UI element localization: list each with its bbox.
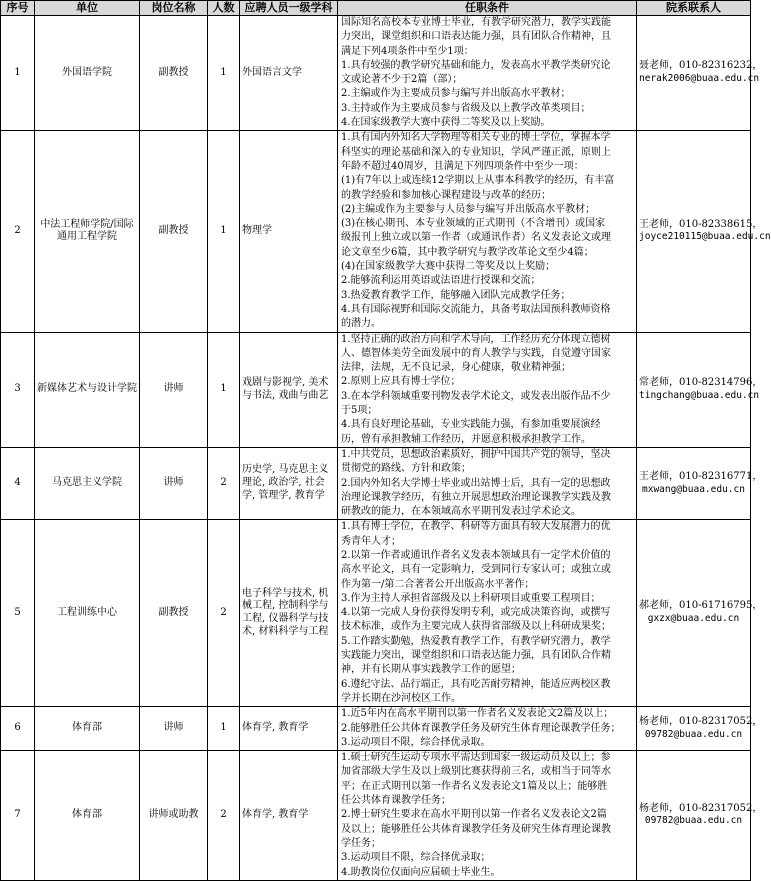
cell-unit: 工程训练中心 [35,520,140,707]
requirement-line: 及以上；能够胜任公共体育课教学任务及研究生体育理论课教 [341,823,611,835]
requirement-line: 3.作为主持人承担省部级及以上科研项目或重要工程项目； [341,592,601,604]
contact-name: 王老师，010-82338615， [639,218,763,230]
cell-discipline: 电子科学与技术, 机械工程, 控制科学与工程, 仪器科学与技术, 材料科学与工程 [240,520,338,707]
header-contact: 院系联系人 [637,1,751,16]
requirement-line: 年龄不超过40周岁，且满足下列四项条件中至少一项： [341,160,584,172]
requirement-line: 的教学经验和参加核心课程建设与改革的经历； [341,189,551,201]
table-row [1,520,751,707]
requirement-line: 4.在国家级教学大赛中获得二等奖及以上奖励。 [341,117,551,129]
cell-discipline: 历史学, 马克思主义理论, 政治学, 社会学, 管理学, 教育学 [240,447,338,519]
requirement-line: 3.在本学科领域重要刊物发表学术论文，或发表出版作品不少 [341,390,611,402]
requirement-line: (1)有7年以上或连续12学期以上从事本科教学的经历，有丰富 [341,175,615,187]
requirement-line: 力突出，课堂组织和口语表达能力强，具有团队合作精神，且 [341,31,611,43]
requirement-line: 4.以第一完成人身份获得发明专利，或完成决策咨询，或撰写 [341,607,611,619]
cell-requirements [338,131,637,332]
contact-name: 郝老师，010-61716795， [639,600,763,612]
requirement-line: 文或论著不少于2篇（部）； [341,74,463,86]
contact-email[interactable]: nerak2006@buaa.edu.cn [639,73,760,85]
requirement-line: 平；在正式期刊以第一作者名义发表论文1篇及以上；能够胜 [341,780,608,792]
requirement-line: 法律，法规，无不良记录，身心健康，敬业精神强； [341,362,571,374]
requirement-line: 4.助教岗位仅面向应届硕士毕业生。 [341,866,501,878]
requirement-line: 人、德智体美劳全面发展中的育人教学与实践，自觉遵守国家 [341,347,611,359]
cell-count: 1 [208,131,240,332]
cell-position: 讲师 [140,447,208,519]
cell-no: 7 [1,751,35,881]
requirement-line: 3.运动项目不限，综合择优录取； [341,852,491,864]
header-requirements: 任职条件 [338,1,637,16]
requirement-line: (3)在核心期刊、本专业领域的正式期刊（不含增刊）或国家 [341,218,606,230]
contact-name: 杨老师，010-82317052， [639,715,763,727]
requirement-line: 于5项； [341,405,378,417]
requirement-line: 国际知名高校本专业博士毕业，有教学研究潜力，教学实践能 [341,17,611,28]
header-no: 序号 [1,1,35,16]
requirement-line: 2.国内外知名大学博士毕业或出站博士后，具有一定的思想政 [341,477,611,489]
cell-position: 讲师 [140,707,208,751]
requirement-line: (4)在国家级教学大赛中获得二等奖及以上奖励； [341,261,556,273]
requirement-line: 贯彻党的路线、方针和政策； [341,463,471,475]
cell-count: 1 [208,16,240,131]
cell-no: 2 [1,131,35,332]
cell-contact [637,447,763,519]
cell-no: 6 [1,707,35,751]
requirement-line: 2.能够流利运用英语或法语进行授课和交流； [341,275,541,287]
requirement-line: 历，曾有承担教辅工作经历，并愿意积极承担教学工作。 [341,433,591,445]
requirement-line: (2)主编或作为主要参与人员参与编写并出版高水平教材； [341,203,596,215]
requirement-line: 科坚实的理论基础和深入的专业知识，学风严谨正派，原则上 [341,146,611,158]
cell-unit: 外国语学院 [35,16,140,131]
contact-name: 常老师，010-82314796， [639,376,763,388]
cell-contact [637,707,763,751]
requirement-line: 实践能力突出，课堂组织和口语表达能力强，具有团队合作精 [341,650,611,662]
requirement-line: 2.博士研究生要求在高水平期刊以第一作者名义发表论文2篇 [341,809,607,821]
header-position: 岗位名称 [140,1,208,16]
requirement-line: 2.主编或作为主要成员参与编写并出版高水平教材； [341,88,571,100]
cell-discipline: 体育学, 教育学 [240,707,338,751]
requirement-line: 治理论课教学经历，有独立开展思想政治理论课教学实践及教 [341,491,611,503]
table-row [1,447,751,519]
cell-discipline: 戏剧与影视学, 美术与书法, 戏曲与曲艺 [240,332,338,447]
requirement-line: 4.具有良好理论基础，专业实践能力强，有参加重要展演经 [341,419,601,431]
requirement-line: 5.工作踏实勤勉，热爱教育教学工作，有教学研究潜力，教学 [341,635,611,647]
contact-email[interactable]: tingchang@buaa.edu.cn [639,389,760,401]
requirement-line: 1.具有国内外知名大学物理等相关专业的博士学位，掌握本学 [341,132,611,144]
cell-count: 2 [208,751,240,881]
requirement-line: 3.主持或作为主要成员参与省级及以上教学改革类项目； [341,102,591,114]
requirement-line: 学并长期在沙河校区工作。 [341,692,461,704]
cell-no: 4 [1,447,35,519]
contact-name: 杨老师，010-82317052， [639,802,763,814]
contact-email[interactable]: gxzx@buaa.edu.cn [647,613,740,625]
requirement-line: 神，并有长期从事实践教学工作的愿望； [341,664,521,676]
cell-requirements [338,332,637,447]
table-row [1,332,751,447]
cell-unit: 新媒体艺术与设计学院 [35,332,140,447]
cell-contact [637,332,763,447]
requirement-line: 论文章至少6篇，其中教学研究与教学改革论文至少4篇； [341,246,594,258]
cell-position: 讲师 [140,332,208,447]
contact-email[interactable]: 09782@buaa.edu.cn [644,815,743,827]
requirement-line: 高水平论文，具有一定影响力，受到同行专家认可；或独立或 [341,564,611,576]
header-row [1,1,751,16]
contact-email[interactable]: joyce210115@buaa.edu.cn [639,231,771,243]
cell-position: 讲师或助教 [140,751,208,881]
cell-discipline: 体育学, 教育学 [240,751,338,881]
cell-requirements [338,447,637,519]
header-discipline: 应聘人员一级学科 [240,1,338,16]
cell-no: 3 [1,332,35,447]
cell-count: 2 [208,520,240,707]
requirement-line: 级报刊上独立或以第一作者（或通讯作者）名义发表论文或理 [341,232,611,244]
contact-name: 王老师，010-82316771， [639,470,763,482]
cell-requirements [338,707,637,751]
table-row [1,751,751,881]
requirement-line: 1.硕士研究生运动专项水平需达到国家一级运动员及以上；参 [341,752,611,764]
cell-discipline: 物理学 [240,131,338,332]
requirement-line: 秀青年人才； [341,535,401,547]
cell-count: 2 [208,447,240,519]
requirement-line: 2.以第一作者或通讯作者名义发表本领域具有一定学术价值的 [341,549,611,561]
cell-contact [637,751,763,881]
cell-unit: 体育部 [35,707,140,751]
requirement-line: 6.遵纪守法、品行端正，具有吃苦耐劳精神，能适应两校区教 [341,678,611,690]
requirement-line: 加省部级大学生及以上级别比赛获得前三名，或相当于同等水 [341,766,611,778]
table-row [1,16,751,131]
cell-unit: 体育部 [35,751,140,881]
requirement-line: 任公共体育课教学任务； [341,795,451,807]
requirement-line: 学任务； [341,837,381,849]
cell-unit: 马克思主义学院 [35,447,140,519]
requirement-line: 作为第一/第二合著者公开出版高水平著作； [341,578,535,590]
contact-name: 聂老师，010-82316232， [639,60,763,72]
cell-requirements [338,751,637,881]
table-row [1,131,751,332]
requirement-line: 1.近5年内在高水平期刊以第一作者名义发表论文2篇及以上； [341,708,614,720]
requirement-line: 3.热爱教育教学工作，能够融入团队完成教学任务； [341,289,571,301]
cell-requirements [338,520,637,707]
cell-count: 1 [208,707,240,751]
cell-no: 5 [1,520,35,707]
cell-unit: 中法工程师学院/国际通用工程学院 [35,131,140,332]
contact-email[interactable]: 09782@buaa.edu.cn [644,728,743,740]
requirement-line: 4.具有国际视野和国际交流能力，具备考取法国预科教师资格 [341,303,611,315]
header-count: 人数 [208,1,240,16]
requirement-line: 3.运动项目不限，综合择优录取。 [341,736,491,748]
table-row [1,707,751,751]
header-unit: 单位 [35,1,140,16]
cell-position: 副教授 [140,131,208,332]
requirement-line: 满足下列4项条件中至少1项： [341,45,474,57]
cell-position: 副教授 [140,16,208,131]
requirement-line: 研教改的能力，在本领域高水平期刊发表过学术论文。 [341,506,581,518]
cell-contact [637,16,763,131]
cell-discipline: 外国语言文学 [240,16,338,131]
requirement-line: 1.具有较强的教学研究基础和能力，发表高水平教学类研究论 [341,59,611,71]
requirement-line: 的潜力。 [341,318,381,330]
cell-position: 副教授 [140,520,208,707]
cell-contact [637,520,763,707]
cell-requirements [338,16,637,131]
requirement-line: 2.能够胜任公共体育课教学任务及研究生体育理论课教学任务； [341,722,621,734]
cell-contact [637,131,771,332]
cell-no: 1 [1,16,35,131]
contact-email[interactable]: mxwang@buaa.edu.cn [642,483,745,495]
cell-count: 1 [208,332,240,447]
requirement-line: 1.中共党员，思想政治素质好，拥护中国共产党的领导，坚决 [341,448,611,460]
requirement-line: 2.原则上应具有博士学位； [341,376,461,388]
requirement-line: 1.坚持正确的政治方向和学术导向，工作经历充分体现立德树 [341,333,611,345]
requirement-line: 1.具有博士学位，在教学、科研等方面具有较大发展潜力的优 [341,521,611,533]
requirement-line: 技术标准，或作为主要完成人获得省部级及以上科研成果奖； [341,621,611,633]
